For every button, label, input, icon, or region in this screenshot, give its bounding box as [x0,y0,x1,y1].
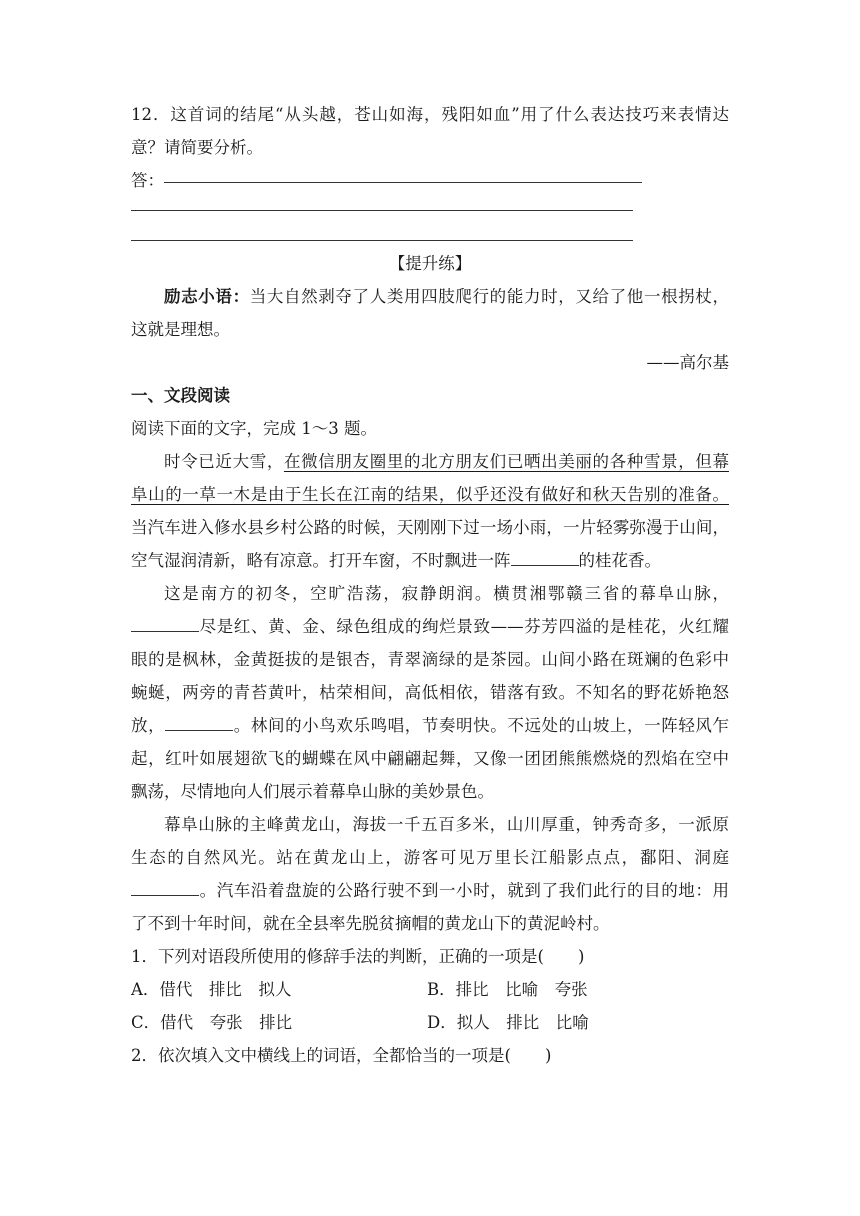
question-1 [131,940,729,973]
motto-line-1 [131,280,729,313]
passage-p2-line-2 [131,610,729,643]
passage-p1-line-1 [131,445,729,478]
section-title: 【提升练】 [388,254,472,273]
passage-p2-line-3: 眼的是枫林，金黄挺拔的是银杏，青翠滴绿的是茶园。山间小路在斑斓的色彩中 [131,650,729,669]
passage-text: 。林间的小鸟欢乐鸣唱，节奏明快。不远处的山坡上，一阵轻风乍 [233,716,730,735]
question-12-line-1: 12．这首词的结尾“从头越，苍山如海，残阳如血”用了什么表达技巧来表情达 [131,105,729,124]
passage-p1-line-3: 当汽车进入修水县乡村公路的时候，天刚刚下过一场小雨，一片轻雾弥漫于山间， [131,518,729,537]
answer-rule-2[interactable] [131,209,633,211]
question-12-line-2: 意？请简要分析。 [131,138,263,157]
passage-p3-line-1: 幕阜山脉的主峰黄龙山，海拔一千五百多米，山川厚重，钟秀奇多，一派原 [164,815,729,834]
part-instruction: 阅读下面的文字，完成 1～3 题。 [131,419,377,438]
answer-label: 答： [131,171,164,190]
answer-line[interactable] [131,164,729,197]
passage-p2-line-5 [131,709,729,742]
option-a[interactable]: A．借代 排比 拟人 [131,980,292,999]
paren-close: ) [544,1046,552,1065]
passage-p2-line-7: 飘荡，尽情地向人们展示着幕阜山脉的美妙景色。 [131,782,494,801]
motto-line-2: 这就是理想。 [131,320,230,339]
paren-close: ) [577,947,585,966]
answer-rule-1[interactable] [164,181,642,183]
passage-text: 空气湿润清新，略有凉意。打开车窗，不时飘进一阵 [131,551,511,570]
question-1-text: 1．下列对语段所使用的修辞手法的判断，正确的一项是( [131,947,544,966]
fill-blank-4[interactable] [131,881,199,896]
passage-p2-line-4: 蜿蜒，两旁的青苔黄叶，枯荣相间，高低相依，错落有致。不知名的野花娇艳怒 [131,683,729,702]
passage-p1-line-2: 阜山的一草一木是由于生长在江南的结果，似乎还没有做好和秋天告别的准备。 [131,485,729,504]
passage-p3-line-2: 生态的自然风光。站在黄龙山上，游客可见万里长江船影点点，鄱阳、洞庭 [131,848,729,867]
option-c[interactable]: C．借代 夸张 排比 [131,1013,293,1032]
passage-p2-line-1: 这是南方的初冬，空旷浩荡，寂静朗润。横贯湘鄂赣三省的幕阜山脉， [164,584,729,603]
passage-text: 尽是红、黄、金、绿色组成的绚烂景致——芬芳四溢的是桂花，火红耀 [199,617,729,636]
passage-text: 的桂花香。 [578,551,661,570]
answer-rule-3[interactable] [131,239,633,241]
passage-p1-line-4 [131,544,729,577]
options-row-2 [131,1006,729,1039]
passage-text: 。汽车沿着盘旋的公路行驶不到一小时，就到了我们此行的目的地：用 [199,881,729,900]
motto-text-1: 当大自然剥夺了人类用四肢爬行的能力时，又给了他一根拐杖， [249,287,729,306]
passage-p3-line-3 [131,874,729,907]
underlined-sentence: 在微信朋友圈里的北方朋友们已晒出美丽的各种雪景，但幕 [283,452,729,471]
part-heading: 一、文段阅读 [131,386,230,405]
worksheet-page [131,98,729,1072]
passage-text: 放， [131,716,166,735]
question-2 [131,1039,729,1072]
motto-author: ——高尔基 [646,353,729,372]
fill-blank-3[interactable] [165,716,233,731]
options-row-1 [131,973,729,1006]
passage-text: 时令已近大雪， [164,452,284,471]
motto-label: 励志小语： [164,287,250,306]
option-b[interactable]: B．排比 比喻 夸张 [427,980,588,999]
fill-blank-1[interactable] [511,551,579,566]
passage-p3-line-4: 了不到十年时间，就在全县率先脱贫摘帽的黄龙山下的黄泥岭村。 [131,914,610,933]
fill-blank-2[interactable] [131,617,199,632]
question-2-text: 2．依次填入文中横线上的词语，全都恰当的一项是( [131,1046,511,1065]
passage-p2-line-6: 起，红叶如展翅欲飞的蝴蝶在风中翩翩起舞，又像一团团熊熊燃烧的烈焰在空中 [131,749,729,768]
option-d[interactable]: D．拟人 排比 比喻 [427,1013,589,1032]
